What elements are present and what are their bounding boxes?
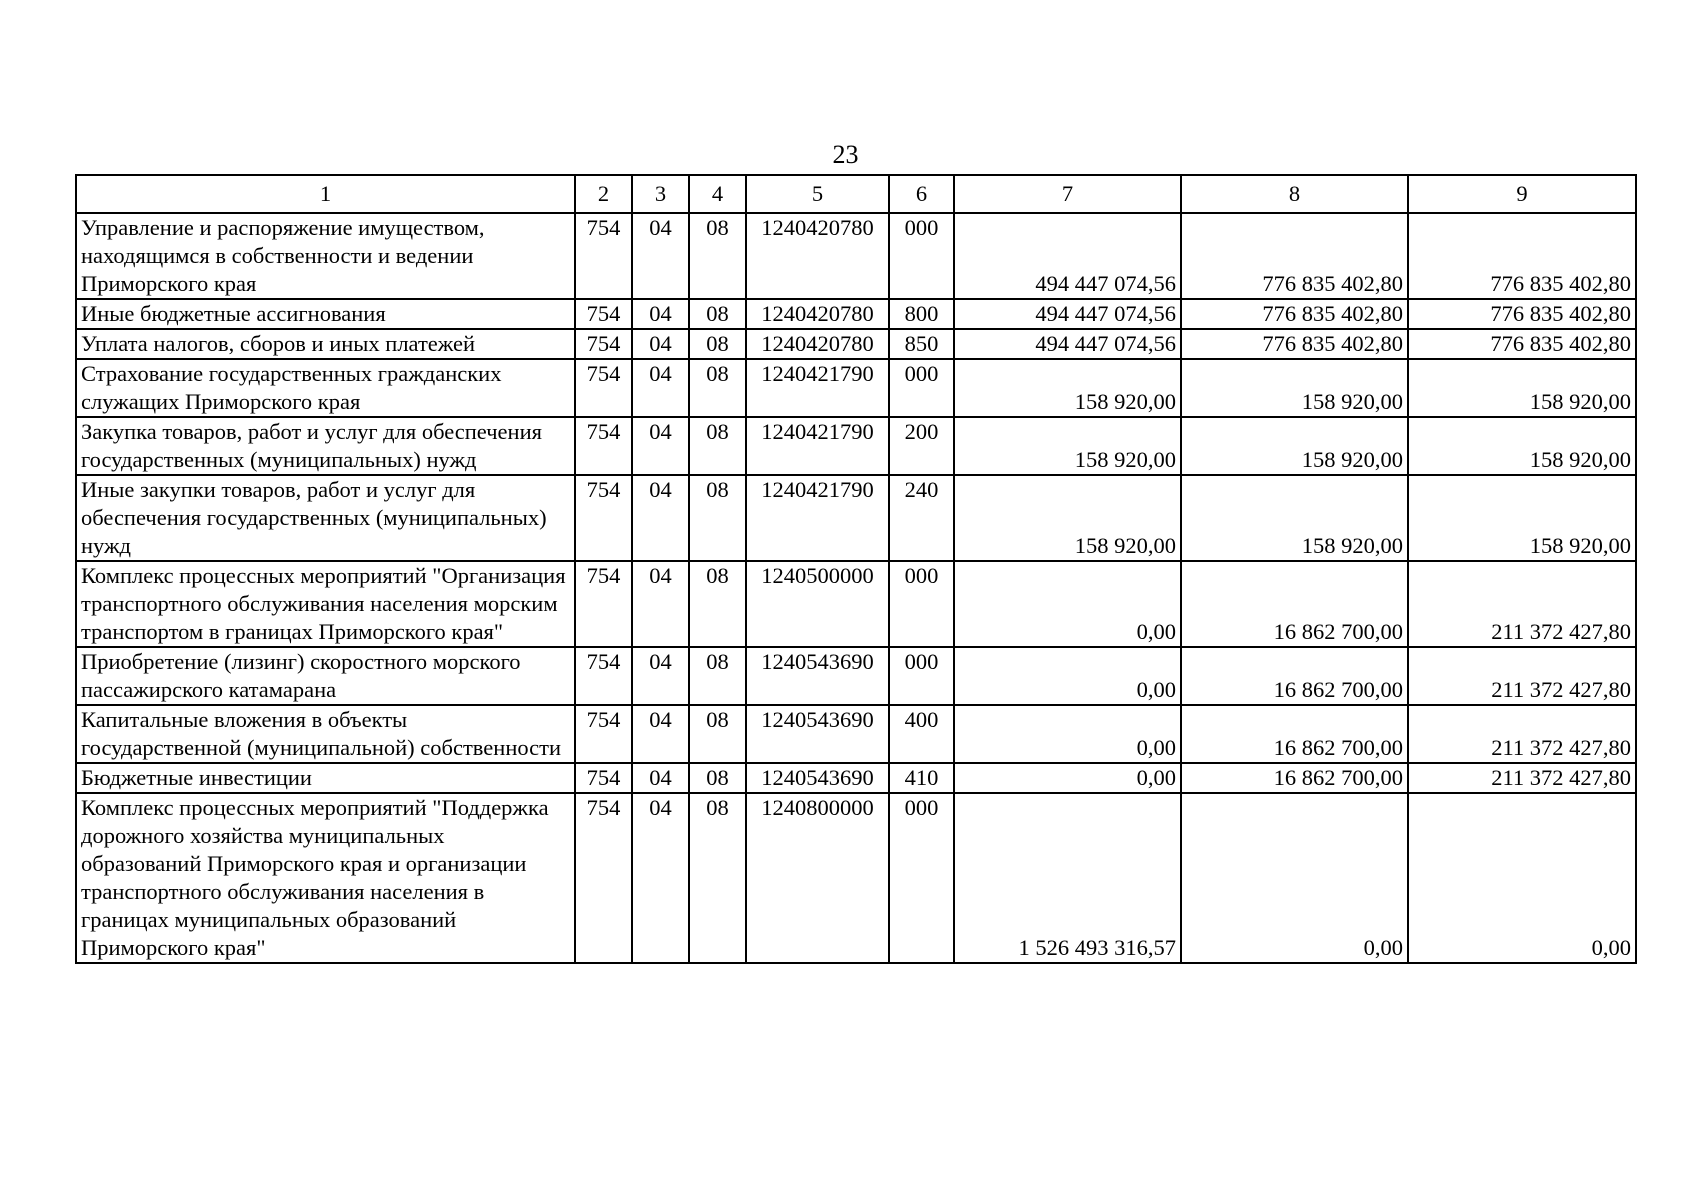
code-5: 1240420780: [746, 329, 889, 359]
code-5: 1240421790: [746, 359, 889, 417]
amount-8: 158 920,00: [1181, 359, 1408, 417]
amount-9: 211 372 427,80: [1408, 705, 1636, 763]
header-cell-2: 2: [575, 175, 632, 213]
code-6: 000: [889, 359, 954, 417]
code-4: 08: [689, 793, 746, 963]
amount-7: 158 920,00: [954, 359, 1181, 417]
code-2: 754: [575, 329, 632, 359]
table-row: [76, 561, 1636, 647]
code-3: 04: [632, 475, 689, 561]
code-3: 04: [632, 213, 689, 299]
code-3: 04: [632, 561, 689, 647]
header-cell-3: 3: [632, 175, 689, 213]
code-6: 240: [889, 475, 954, 561]
row-name: Закупка товаров, работ и услуг для обеспечения государственных (муниципальных) нужд: [76, 417, 575, 475]
amount-7: 0,00: [954, 647, 1181, 705]
code-5: 1240421790: [746, 475, 889, 561]
amount-9: 158 920,00: [1408, 475, 1636, 561]
table-row: [76, 299, 1636, 329]
amount-7: 0,00: [954, 561, 1181, 647]
code-6: 400: [889, 705, 954, 763]
code-6: 410: [889, 763, 954, 793]
code-2: 754: [575, 475, 632, 561]
code-4: 08: [689, 359, 746, 417]
table-row: [76, 359, 1636, 417]
amount-8: 16 862 700,00: [1181, 647, 1408, 705]
header-cell-4: 4: [689, 175, 746, 213]
amount-8: 16 862 700,00: [1181, 561, 1408, 647]
table-row: [76, 213, 1636, 299]
code-3: 04: [632, 763, 689, 793]
code-3: 04: [632, 647, 689, 705]
amount-8: 776 835 402,80: [1181, 329, 1408, 359]
amount-9: 776 835 402,80: [1408, 213, 1636, 299]
code-5: 1240543690: [746, 647, 889, 705]
amount-7: 494 447 074,56: [954, 299, 1181, 329]
code-3: 04: [632, 359, 689, 417]
header-cell-7: 7: [954, 175, 1181, 213]
code-2: 754: [575, 417, 632, 475]
budget-table: [75, 174, 1637, 964]
code-4: 08: [689, 561, 746, 647]
code-4: 08: [689, 417, 746, 475]
amount-7: 494 447 074,56: [954, 329, 1181, 359]
code-4: 08: [689, 329, 746, 359]
code-4: 08: [689, 647, 746, 705]
amount-9: 776 835 402,80: [1408, 329, 1636, 359]
code-5: 1240420780: [746, 299, 889, 329]
code-2: 754: [575, 213, 632, 299]
code-3: 04: [632, 299, 689, 329]
table-row: [76, 329, 1636, 359]
code-2: 754: [575, 705, 632, 763]
code-2: 754: [575, 647, 632, 705]
row-name: Комплекс процессных мероприятий "Поддержка дорожного хозяйства муниципальных образований Приморского края и организации транспортного обслуживания населения в границах муниципальных образований Приморского края": [76, 793, 575, 963]
code-5: 1240420780: [746, 213, 889, 299]
row-name: Управление и распоряжение имуществом, находящимся в собственности и ведении Приморского края: [76, 213, 575, 299]
amount-7: 1 526 493 316,57: [954, 793, 1181, 963]
table-row: [76, 417, 1636, 475]
code-5: 1240543690: [746, 705, 889, 763]
table-row: [76, 793, 1636, 963]
amount-9: 211 372 427,80: [1408, 647, 1636, 705]
code-2: 754: [575, 299, 632, 329]
amount-9: 158 920,00: [1408, 417, 1636, 475]
code-2: 754: [575, 359, 632, 417]
code-3: 04: [632, 417, 689, 475]
code-2: 754: [575, 793, 632, 963]
amount-7: 494 447 074,56: [954, 213, 1181, 299]
amount-9: 0,00: [1408, 793, 1636, 963]
amount-7: 158 920,00: [954, 475, 1181, 561]
code-5: 1240543690: [746, 763, 889, 793]
code-6: 800: [889, 299, 954, 329]
code-6: 000: [889, 647, 954, 705]
amount-9: 211 372 427,80: [1408, 561, 1636, 647]
row-name: Уплата налогов, сборов и иных платежей: [76, 329, 575, 359]
amount-8: 16 862 700,00: [1181, 705, 1408, 763]
amount-7: 0,00: [954, 705, 1181, 763]
header-cell-8: 8: [1181, 175, 1408, 213]
amount-9: 776 835 402,80: [1408, 299, 1636, 329]
header-row: [76, 175, 1636, 213]
amount-8: 0,00: [1181, 793, 1408, 963]
code-4: 08: [689, 213, 746, 299]
code-4: 08: [689, 299, 746, 329]
code-2: 754: [575, 561, 632, 647]
row-name: Капитальные вложения в объекты государственной (муниципальной) собственности: [76, 705, 575, 763]
amount-8: 158 920,00: [1181, 475, 1408, 561]
amount-8: 16 862 700,00: [1181, 763, 1408, 793]
table-row: [76, 475, 1636, 561]
code-6: 000: [889, 561, 954, 647]
code-6: 200: [889, 417, 954, 475]
amount-9: 158 920,00: [1408, 359, 1636, 417]
amount-8: 158 920,00: [1181, 417, 1408, 475]
code-6: 000: [889, 213, 954, 299]
row-name: Страхование государственных гражданских служащих Приморского края: [76, 359, 575, 417]
code-3: 04: [632, 329, 689, 359]
row-name: Иные бюджетные ассигнования: [76, 299, 575, 329]
amount-7: 0,00: [954, 763, 1181, 793]
header-cell-9: 9: [1408, 175, 1636, 213]
code-3: 04: [632, 793, 689, 963]
code-5: 1240500000: [746, 561, 889, 647]
table-row: [76, 763, 1636, 793]
amount-8: 776 835 402,80: [1181, 299, 1408, 329]
table-row: [76, 647, 1636, 705]
header-cell-5: 5: [746, 175, 889, 213]
row-name: Приобретение (лизинг) скоростного морского пассажирского катамарана: [76, 647, 575, 705]
page-number: 23: [832, 140, 859, 169]
amount-7: 158 920,00: [954, 417, 1181, 475]
code-5: 1240421790: [746, 417, 889, 475]
row-name: Иные закупки товаров, работ и услуг для обеспечения государственных (муниципальных) нужд: [76, 475, 575, 561]
code-5: 1240800000: [746, 793, 889, 963]
code-4: 08: [689, 475, 746, 561]
amount-9: 211 372 427,80: [1408, 763, 1636, 793]
row-name: Комплекс процессных мероприятий "Организация транспортного обслуживания населения морским транспортом в границах Приморского края": [76, 561, 575, 647]
code-2: 754: [575, 763, 632, 793]
code-6: 850: [889, 329, 954, 359]
code-4: 08: [689, 763, 746, 793]
code-6: 000: [889, 793, 954, 963]
code-4: 08: [689, 705, 746, 763]
amount-8: 776 835 402,80: [1181, 213, 1408, 299]
header-cell-1: 1: [76, 175, 575, 213]
table-row: [76, 705, 1636, 763]
header-cell-6: 6: [889, 175, 954, 213]
code-3: 04: [632, 705, 689, 763]
row-name: Бюджетные инвестиции: [76, 763, 575, 793]
